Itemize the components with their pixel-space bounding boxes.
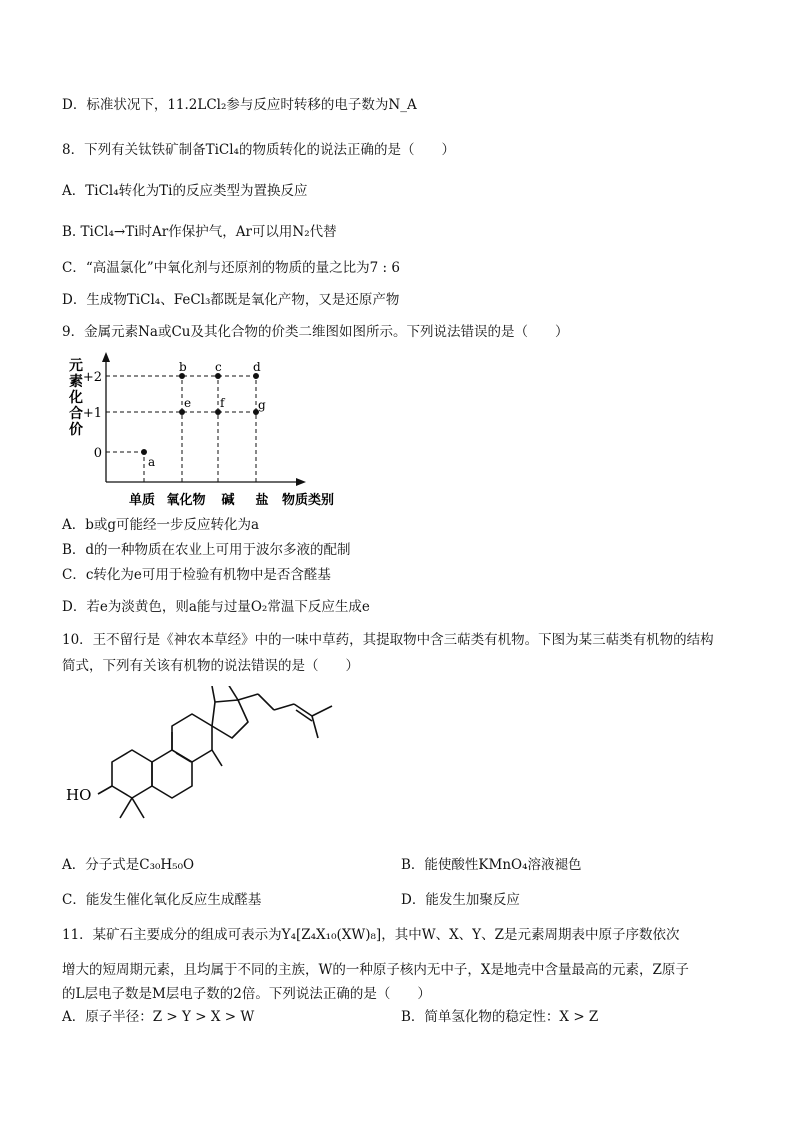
q10-structure-formula xyxy=(62,686,342,836)
y-axis-label xyxy=(68,358,83,438)
point-label-a: a xyxy=(148,455,156,469)
point-label-b: b xyxy=(179,360,187,374)
q8-option-c: C．“高温氯化”中氧化剂与还原剂的物质的量之比为7 : 6 xyxy=(62,260,400,276)
x-axis-arrow xyxy=(296,478,306,486)
y-tick-label: +2 xyxy=(82,370,102,385)
q9-valence-class-chart xyxy=(62,348,352,513)
q10-stem-line1: 10．王不留行是《神农本草经》中的一味中草药，其提取物中含三萜类有机物。下图为某三萜类有机物的结构 xyxy=(62,632,714,648)
x-tick-label: 单质 xyxy=(128,493,156,508)
q11-option-b: B．简单氢化物的稳定性：X > Z xyxy=(401,1009,599,1025)
y-axis-label-text: 元素化合价 xyxy=(69,358,83,438)
q8-option-a: A．TiCl₄转化为Ti的反应类型为置换反应 xyxy=(62,183,308,199)
y-tick-label: +1 xyxy=(82,406,102,421)
point-label-e: e xyxy=(184,396,192,410)
x-tick-label: 盐 xyxy=(255,493,269,508)
q8-option-b: B. TiCl₄→Ti时Ar作保护气，Ar可以用N₂代替 xyxy=(62,224,337,240)
q9-option-c: C．c转化为e可用于检验有机物中是否含醛基 xyxy=(62,567,331,583)
hydroxyl-label: HO xyxy=(66,786,92,804)
q10-stem-line2: 简式，下列有关该有机物的说法错误的是（ ） xyxy=(62,658,359,674)
q11-stem-line2: 增大的短周期元素，且均属于不同的主族，W的一种原子核内无中子，X是地壳中含量最高的元素，Z原子 xyxy=(62,962,689,978)
x-tick-label: 氧化物 xyxy=(166,493,206,508)
point-label-d: d xyxy=(253,360,261,374)
y-tick-label: 0 xyxy=(93,446,102,461)
y-axis-arrow xyxy=(102,352,110,362)
q8-option-d: D．生成物TiCl₄、FeCl₃都既是氧化产物，又是还原产物 xyxy=(62,292,400,308)
point-label-f: f xyxy=(220,396,225,410)
q9-stem: 9．金属元素Na或Cu及其化合物的价类二维图如图所示。下列说法错误的是（ ） xyxy=(62,324,569,340)
q9-option-b: B．d的一种物质在农业上可用于波尔多液的配制 xyxy=(62,542,351,558)
q11-option-a: A．原子半径：Z > Y > X > W xyxy=(62,1009,255,1025)
point-label-c: c xyxy=(215,360,222,374)
q9-option-a: A．b或g可能经一步反应转化为a xyxy=(62,517,260,533)
q8-stem: 8．下列有关钛铁矿制备TiCl₄的物质转化的说法正确的是（ ） xyxy=(62,142,455,158)
q10-option-c: C．能发生催化氧化反应生成醛基 xyxy=(62,892,262,908)
q10-option-b: B．能使酸性KMnO₄溶液褪色 xyxy=(401,857,582,873)
q9-option-d: D．若e为淡黄色，则a能与过量O₂常温下反应生成e xyxy=(62,599,370,615)
data-point-a xyxy=(141,449,147,455)
x-axis-label: 物质类别 xyxy=(281,493,335,508)
q7-option-d: D．标准状况下，11.2LCl₂参与反应时转移的电子数为N_A xyxy=(62,97,417,113)
q10-option-d: D．能发生加聚反应 xyxy=(401,892,520,908)
q11-stem-line3: 的L层电子数是M层电子数的2倍。下列说法正确的是（ ） xyxy=(62,986,431,1002)
point-label-g: g xyxy=(258,398,266,412)
q11-stem-line1: 11．某矿石主要成分的组成可表示为Y₄[Z₄X₁₀(XW)₈]，其中W、X、Y、Z是元素周期表中原子序数依次 xyxy=(62,927,680,943)
q10-option-a: A．分子式是C₃₀H₅₀O xyxy=(62,857,195,873)
x-tick-label: 碱 xyxy=(221,493,235,508)
